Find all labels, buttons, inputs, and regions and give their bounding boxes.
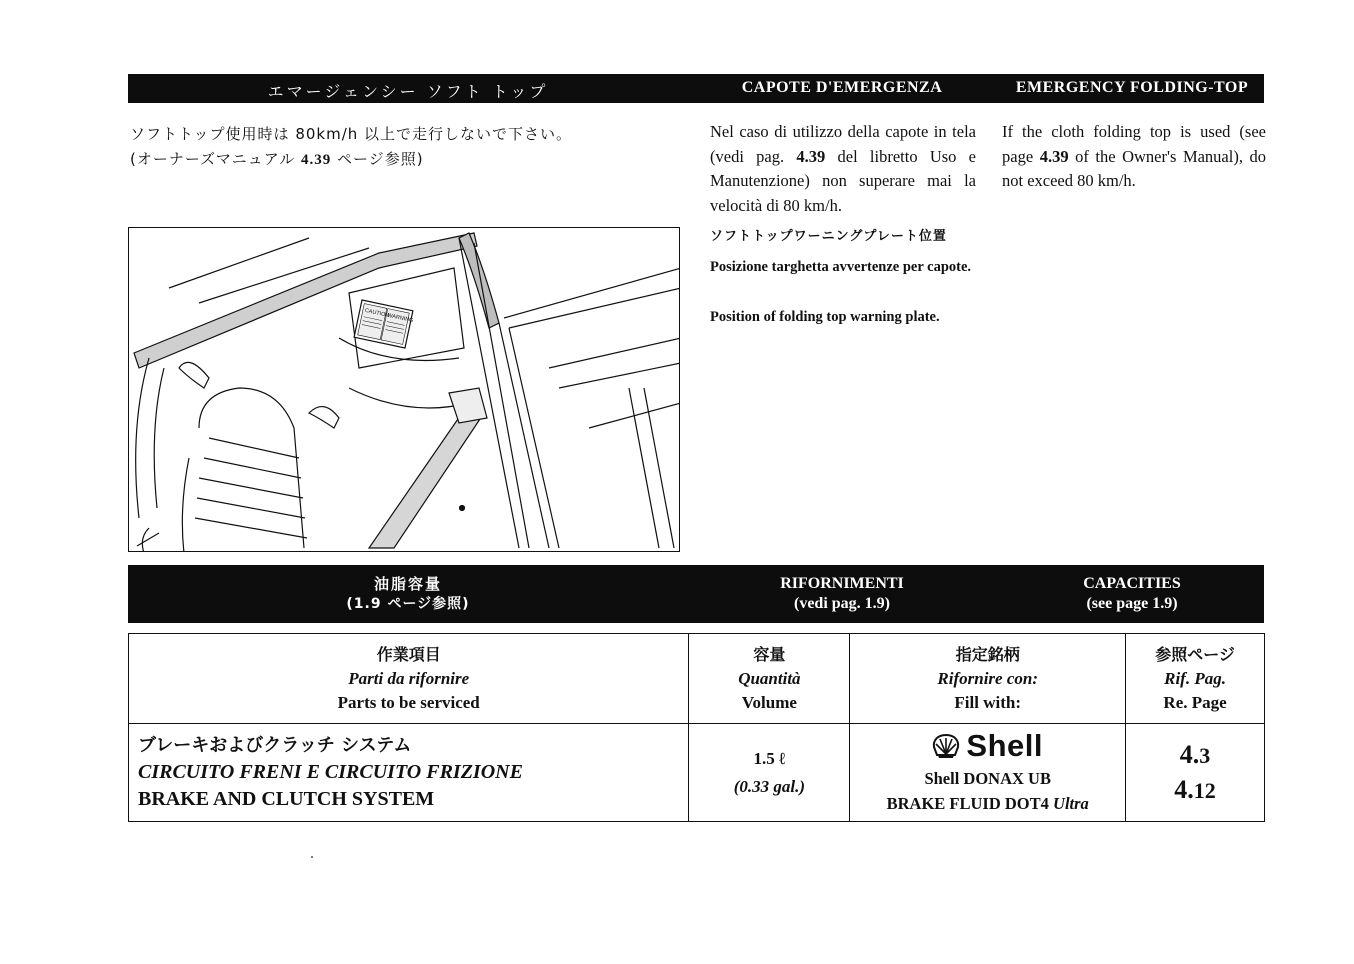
caption-jp: ソフトトップワーニングプレート位置 [710, 229, 947, 244]
header-title-it: CAPOTE D'EMERGENZA [741, 79, 943, 96]
warning-plate-text-1: CAUTION [364, 307, 390, 319]
fill-cell [850, 724, 1126, 822]
page-ref-2-minor: 12 [1193, 777, 1216, 803]
shell-pecten-icon [932, 733, 960, 759]
fill-product: Shell DONAX UB [924, 769, 1051, 788]
caption-en: Position of folding top warning plate. [710, 309, 940, 325]
capacities-en-sub: (see page 1.9) [1086, 595, 1178, 612]
capacities-title-en [996, 574, 1268, 614]
system-cell [129, 724, 689, 822]
intro-it-a: Nel caso di utilizzo della capote in tela (vedi pag. [710, 122, 976, 166]
page-ref-1 [1126, 738, 1264, 773]
fill-fluid [850, 791, 1125, 816]
section-header-bar [128, 74, 1264, 103]
header-title-en: EMERGENCY FOLDING-TOP [1015, 79, 1249, 96]
header-fill-jp: 指定銘柄 [955, 644, 1020, 664]
system-it: CIRCUITO FRENI E CIRCUITO FRIZIONE [138, 761, 523, 783]
page-ref-2 [1126, 773, 1264, 808]
intro-jp-line2-a: (オーナーズマニュアル [130, 149, 301, 168]
fill-fluid-type: BRAKE FLUID DOT4 [886, 794, 1054, 813]
page-ref-1-minor: 3 [1199, 742, 1211, 768]
warning-plate-text-2: WARNING [386, 312, 414, 325]
intro-jp-line2 [130, 147, 690, 173]
capacities-table [128, 633, 1265, 822]
intro-en-ref: 4.39 [1039, 146, 1069, 166]
intro-jp-line1: ソフトトップ使用時は 80km/h 以上で走行しないで下さい。 [130, 125, 573, 143]
intro-text-jp [130, 122, 690, 172]
system-jp: ブレーキおよびクラッチ システム [138, 735, 412, 756]
volume-gallons: (0.33 gal.) [733, 776, 806, 796]
intro-text-en [1002, 120, 1266, 194]
intro-en-a: If the cloth folding top is used (see page [1002, 122, 1266, 166]
intro-text-it [710, 120, 976, 218]
capacities-it-title: RIFORNIMENTI [780, 575, 904, 592]
header-parts-it: Parti da rifornire [348, 668, 470, 688]
header-fill-it: Rifornire con: [937, 668, 1038, 688]
intro-it-ref: 4.39 [796, 146, 826, 166]
shell-logo-text: Shell [966, 728, 1043, 763]
intro-en-b: of the Owner's Manual), do not exceed 80 km/h. [1002, 146, 1267, 190]
header-title-jp: エマージェンシー ソフト トップ [267, 82, 549, 101]
intro-jp-line2-b: ページ参照) [331, 149, 424, 168]
stray-mark [311, 856, 313, 858]
caption-it: Posizione targhetta avvertenze per capote. [710, 259, 972, 275]
header-page-it: Rif. Pag. [1164, 668, 1226, 688]
header-volume [689, 634, 850, 724]
table-row [129, 724, 1265, 822]
header-fill-en: Fill with: [954, 692, 1021, 712]
header-page [1126, 634, 1265, 724]
capacities-title-it [688, 574, 996, 614]
capacities-it-sub: (vedi pag. 1.9) [794, 595, 890, 612]
header-fill [850, 634, 1126, 724]
capacities-header-bar [128, 565, 1264, 623]
intro-it-b: del libretto Uso e Manutenzione) non superare mai la velocità di 80 km/h. [710, 146, 976, 215]
intro-jp-ref: 4.39 [300, 151, 332, 168]
volume-liters: 1.5 ℓ [753, 748, 786, 768]
folding-top-illustration [128, 227, 680, 552]
page-ref-cell [1126, 724, 1265, 822]
capacities-en-title: CAPACITIES [1083, 575, 1181, 592]
header-volume-jp: 容量 [753, 644, 786, 664]
capacities-jp-sub: (1.9 ページ参照) [346, 596, 470, 612]
header-parts-jp: 作業項目 [376, 644, 441, 664]
page-ref-2-major: 4. [1174, 774, 1194, 804]
header-page-en: Re. Page [1163, 692, 1227, 712]
table-header-row [129, 634, 1265, 724]
capacities-jp-title: 油脂容量 [373, 575, 442, 593]
header-parts-en: Parts to be serviced [337, 692, 480, 712]
page-ref-1-major: 4. [1179, 739, 1200, 769]
shell-logo [932, 729, 1043, 763]
system-en: BRAKE AND CLUTCH SYSTEM [138, 788, 435, 810]
header-parts [129, 634, 689, 724]
header-volume-en: Volume [741, 692, 797, 712]
header-page-jp: 参照ページ [1155, 644, 1235, 664]
fill-fluid-ultra: Ultra [1053, 794, 1089, 813]
header-volume-it: Quantità [738, 668, 801, 688]
volume-cell [689, 724, 850, 822]
car-interior-drawing [129, 228, 680, 552]
capacities-title-jp [128, 574, 688, 614]
